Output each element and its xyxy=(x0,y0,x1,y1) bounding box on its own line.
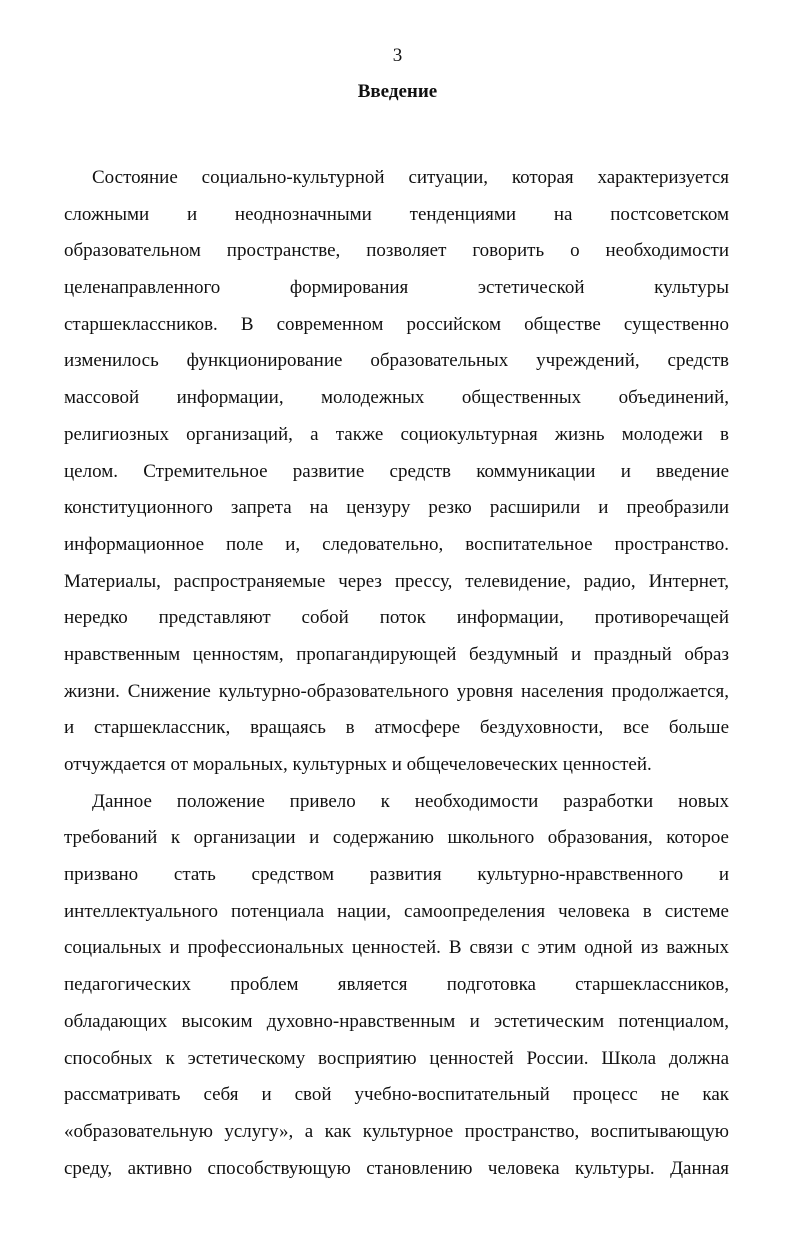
page-number: 3 xyxy=(392,45,403,66)
paragraph-2 xyxy=(64,784,729,1188)
text-line: конституционного запрета на цензуру резко расширили и преобразили xyxy=(64,497,729,519)
text-line: сложными и неоднозначными тенденциями на постсоветском xyxy=(64,203,729,225)
text-line: информационное поле и, следовательно, воспитательное пространство. xyxy=(64,533,729,555)
text-line: Материалы, распространяемые через прессу, телевидение, радио, Интернет, xyxy=(64,570,729,592)
text-line: Состояние социально-культурной ситуации, которая характеризуется xyxy=(92,167,729,188)
text-line: способных к эстетическому восприятию ценностей России. Школа должна xyxy=(64,1047,729,1069)
text-line: старшеклассников. В современном российском обществе существенно xyxy=(64,313,729,335)
text-line: нередко представляют собой поток информации, противоречащей xyxy=(64,607,729,629)
section-heading: Введение xyxy=(357,81,438,102)
text-line: социальных и профессиональных ценностей. В связи с этим одной из важных xyxy=(64,937,729,959)
text-line: образовательном пространстве, позволяет говорить о необходимости xyxy=(64,240,729,262)
text-line: педагогических проблем является подготовка старшеклассников, xyxy=(64,974,729,996)
text-line: Данное положение привело к необходимости разработки новых xyxy=(92,790,729,812)
text-line: рассматривать себя и свой учебно-воспитательный процесс не как xyxy=(64,1084,729,1106)
text-line: призвано стать средством развития культурно-нравственного и xyxy=(64,864,729,886)
text-line: целом. Стремительное развитие средств коммуникации и введение xyxy=(64,460,729,482)
text-line: религиозных организаций, а также социокультурная жизнь молодежи в xyxy=(64,423,729,445)
text-line: изменилось функционирование образовательных учреждений, средств xyxy=(64,350,729,372)
text-line: жизни. Снижение культурно-образовательного уровня населения продолжается, xyxy=(64,680,729,702)
text-line: нравственным ценностям, пропагандирующей бездумный и праздный образ xyxy=(64,643,729,665)
text-line: отчуждается от моральных, культурных и общечеловеческих ценностей. xyxy=(64,754,652,775)
text-line: массовой информации, молодежных общественных объединений, xyxy=(64,387,729,409)
text-line: интеллектуального потенциала нации, самоопределения человека в системе xyxy=(64,900,729,922)
text-line: обладающих высоким духовно-нравственным и эстетическим потенциалом, xyxy=(64,1010,729,1032)
body-text xyxy=(64,160,729,1187)
text-line: «образовательную услугу», а как культурное пространство, воспитывающую xyxy=(64,1120,729,1142)
text-line: среду, активно способствующую становлению человека культуры. Данная xyxy=(64,1157,729,1179)
paragraph-1 xyxy=(64,160,729,784)
text-line: требований к организации и содержанию школьного образования, которое xyxy=(64,827,729,849)
text-line: целенаправленного формирования эстетической культуры xyxy=(64,277,729,299)
text-line: и старшеклассник, вращаясь в атмосфере бездуховности, все больше xyxy=(64,717,729,739)
